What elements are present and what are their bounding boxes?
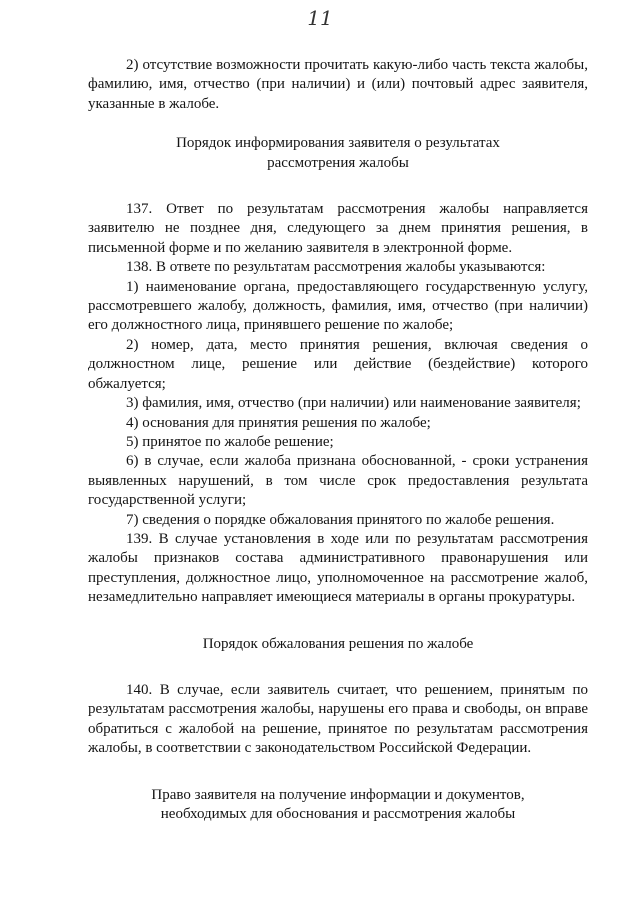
list-item-138-5: 5) принятое по жалобе решение; <box>126 433 334 450</box>
heading-informing-applicant <box>88 134 588 173</box>
heading-line: Порядок обжалования решения по жалобе <box>202 635 474 652</box>
heading-line: необходимых для обоснования и рассмотрения жалобы <box>160 806 516 822</box>
list-item-138-3: 3) фамилия, имя, отчество (при наличии) или наименование заявителя; <box>126 395 581 412</box>
page-number: 11 <box>307 6 333 30</box>
paragraph-138: 138. В ответе по результатам рассмотрения жалобы указываются: <box>126 259 546 276</box>
list-item-138-4: 4) основания для принятия решения по жалобе; <box>126 414 431 431</box>
list-item-138-7: 7) сведения о порядке обжалования принятого по жалобе решения. <box>126 511 555 528</box>
heading-line: Порядок информирования заявителя о результатах <box>176 135 500 152</box>
heading-line: Право заявителя на получение информации и документов, <box>151 786 525 803</box>
paragraph-137: 137. Ответ по результатам рассмотрения жалобы направляется заявителю не позднее дня, следующего за днем принятия решения, в письменной форме и по желанию заявителя в электронной форме. <box>88 201 588 256</box>
list-item-138-1: 1) наименование органа, предоставляющего государственную услугу, рассмотревшего жалобу, должность, фамилия, имя, отчество (при наличии) его должностного лица, принявшего решение по жалобе; <box>88 278 588 334</box>
paragraph-complaint-item-2: 2) отсутствие возможности прочитать какую-либо часть текста жалобы, фамилию, имя, отчество (при наличии) и (или) почтовый адрес заявителя, указанные в жалобе. <box>88 57 588 112</box>
list-item-138-6: 6) в случае, если жалоба признана обоснованной, - сроки устранения выявленных нарушений, в том числе срок предоставления результата государственной услуги; <box>88 453 588 509</box>
paragraph-140: 140. В случае, если заявитель считает, что решением, принятым по результатам рассмотрения жалобы, нарушены его права и свободы, он вправе обратиться с жалобой на решение, принятое по результатам рассмотрения жалобы, в соответствии с законодательством Российской Федерации. <box>88 681 588 757</box>
document-body <box>88 56 588 824</box>
heading-appeal-procedure <box>88 635 588 654</box>
heading-line: рассмотрения жалобы <box>267 154 409 171</box>
paragraph-139: 139. В случае установления в ходе или по результатам рассмотрения жалобы признаков состава административного правонарушения или преступления, должностное лицо, уполномоченное на рассмотрение жалоб, незамедлительно направляет имеющиеся материалы в органы прокуратуры. <box>88 530 588 606</box>
heading-right-to-information <box>88 786 588 825</box>
list-item-138-2: 2) номер, дата, место принятия решения, включая сведения о должностном лице, решение или действие (бездействие) которого обжалуется; <box>88 336 588 392</box>
